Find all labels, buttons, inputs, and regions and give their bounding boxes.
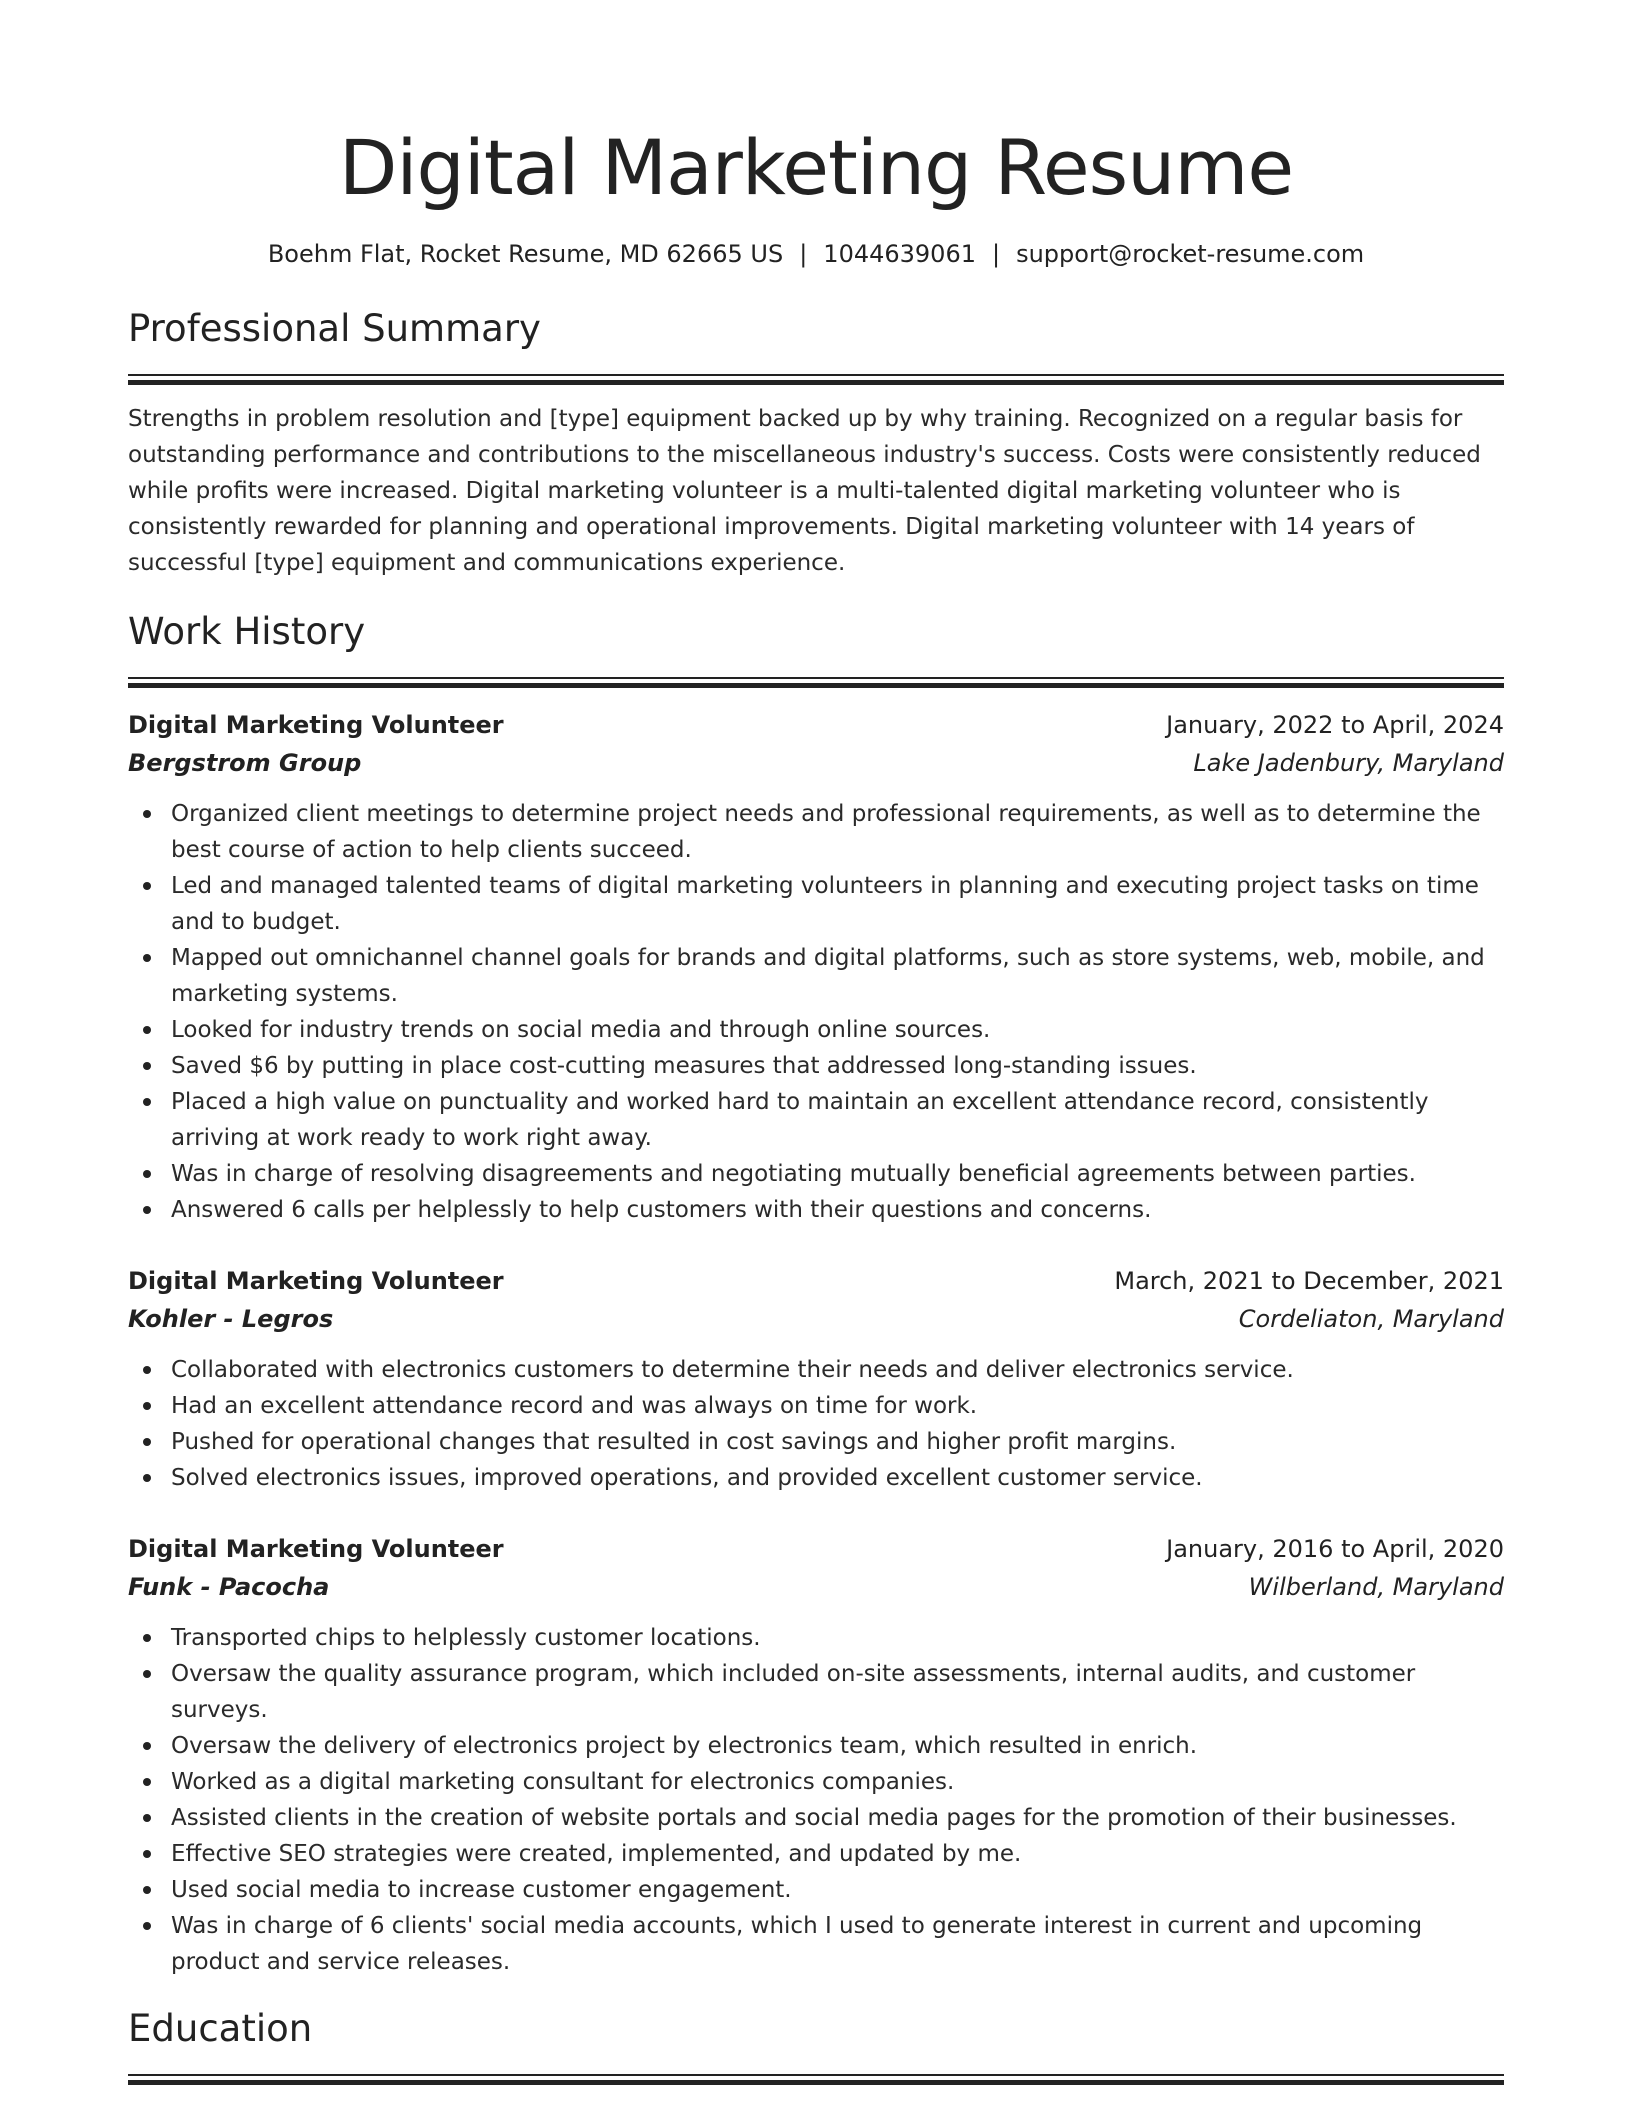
job-bullets bbox=[128, 1352, 1504, 1496]
resume-name: Digital Marketing Resume bbox=[338, 123, 1294, 212]
job-bullet: Saved $6 by putting in place cost-cutting measures that addressed long-standing issues. bbox=[128, 1048, 1504, 1084]
section-title-education: Education bbox=[128, 2007, 313, 2050]
job-location: Wilberland, Maryland bbox=[1248, 1573, 1504, 1601]
education-section bbox=[128, 2006, 1504, 2085]
job-entry bbox=[128, 1262, 1504, 1496]
job-company: Funk - Pacocha bbox=[128, 1573, 330, 1601]
job-bullet: Oversaw the delivery of electronics project by electronics team, which resulted in enrich. bbox=[128, 1728, 1504, 1764]
job-location: Cordeliaton, Maryland bbox=[1238, 1305, 1504, 1333]
job-bullet: Transported chips to helplessly customer locations. bbox=[128, 1620, 1504, 1656]
job-company: Bergstrom Group bbox=[128, 749, 362, 777]
job-bullet: Organized client meetings to determine project needs and professional requirements, as well as to determine the best course of action to help clients succeed. bbox=[128, 796, 1504, 868]
job-subheader-row bbox=[128, 744, 1504, 782]
contact-line bbox=[128, 238, 1504, 270]
job-dates: January, 2016 to April, 2020 bbox=[1166, 1535, 1504, 1563]
job-bullet: Oversaw the quality assurance program, which included on-site assessments, internal audits, and customer surveys. bbox=[128, 1656, 1504, 1728]
job-header-row bbox=[128, 706, 1504, 744]
section-title-summary: Professional Summary bbox=[128, 307, 541, 350]
job-location: Lake Jadenbury, Maryland bbox=[1193, 749, 1504, 777]
job-bullets bbox=[128, 1620, 1504, 1980]
job-dates: January, 2022 to April, 2024 bbox=[1166, 711, 1504, 739]
section-divider bbox=[128, 374, 1504, 385]
job-bullets bbox=[128, 796, 1504, 1228]
job-bullet: Had an excellent attendance record and was always on time for work. bbox=[128, 1388, 1504, 1424]
job-subheader-row bbox=[128, 1300, 1504, 1338]
work-history-section bbox=[128, 609, 1504, 1980]
summary-text: Strengths in problem resolution and [type] equipment backed up by why training. Recognized on a regular basis for outstanding performance and contributions to the miscellaneous industry's success. Costs were consistently reduced while profits were increased. Digital marketing volunteer is a multi-talented digital marketing volunteer who is consistently rewarded for planning and operational improvements. Digital marketing volunteer with 14 years of successful [type] equipment and communications experience. bbox=[128, 406, 1481, 576]
job-bullet: Worked as a digital marketing consultant for electronics companies. bbox=[128, 1764, 1504, 1800]
contact-separator: | bbox=[992, 240, 1001, 268]
job-bullet: Effective SEO strategies were created, implemented, and updated by me. bbox=[128, 1836, 1504, 1872]
contact-email[interactable]: support@rocket-resume.com bbox=[1016, 240, 1365, 268]
job-bullet: Solved electronics issues, improved operations, and provided excellent customer service. bbox=[128, 1460, 1504, 1496]
job-bullet: Looked for industry trends on social media and through online sources. bbox=[128, 1012, 1504, 1048]
job-bullet: Pushed for operational changes that resulted in cost savings and higher profit margins. bbox=[128, 1424, 1504, 1460]
professional-summary-section bbox=[128, 306, 1504, 581]
contact-phone: 1044639061 bbox=[823, 240, 976, 268]
job-title: Digital Marketing Volunteer bbox=[128, 1535, 504, 1563]
job-title: Digital Marketing Volunteer bbox=[128, 711, 504, 739]
job-entry bbox=[128, 1530, 1504, 1980]
job-bullet: Collaborated with electronics customers to determine their needs and deliver electronics service. bbox=[128, 1352, 1504, 1388]
contact-separator: | bbox=[799, 240, 808, 268]
section-title-work: Work History bbox=[128, 610, 366, 653]
job-dates: March, 2021 to December, 2021 bbox=[1114, 1267, 1504, 1295]
job-entry bbox=[128, 706, 1504, 1228]
job-subheader-row bbox=[128, 1568, 1504, 1606]
job-header-row bbox=[128, 1262, 1504, 1300]
job-bullet: Answered 6 calls per helplessly to help customers with their questions and concerns. bbox=[128, 1192, 1504, 1228]
job-bullet: Led and managed talented teams of digital marketing volunteers in planning and executing project tasks on time and to budget. bbox=[128, 868, 1504, 940]
job-bullet: Placed a high value on punctuality and worked hard to maintain an excellent attendance record, consistently arriving at work ready to work right away. bbox=[128, 1084, 1504, 1156]
job-bullet: Assisted clients in the creation of website portals and social media pages for the promotion of their businesses. bbox=[128, 1800, 1504, 1836]
job-bullet: Used social media to increase customer engagement. bbox=[128, 1872, 1504, 1908]
section-divider bbox=[128, 2074, 1504, 2085]
job-bullet: Mapped out omnichannel channel goals for brands and digital platforms, such as store systems, web, mobile, and marketing systems. bbox=[128, 940, 1504, 1012]
job-title: Digital Marketing Volunteer bbox=[128, 1267, 504, 1295]
job-company: Kohler - Legros bbox=[128, 1305, 334, 1333]
job-bullet: Was in charge of 6 clients' social media accounts, which I used to generate interest in current and upcoming product and service releases. bbox=[128, 1908, 1504, 1980]
job-header-row bbox=[128, 1530, 1504, 1568]
section-divider bbox=[128, 677, 1504, 688]
job-bullet: Was in charge of resolving disagreements and negotiating mutually beneficial agreements between parties. bbox=[128, 1156, 1504, 1192]
contact-address: Boehm Flat, Rocket Resume, MD 62665 US bbox=[267, 240, 784, 268]
